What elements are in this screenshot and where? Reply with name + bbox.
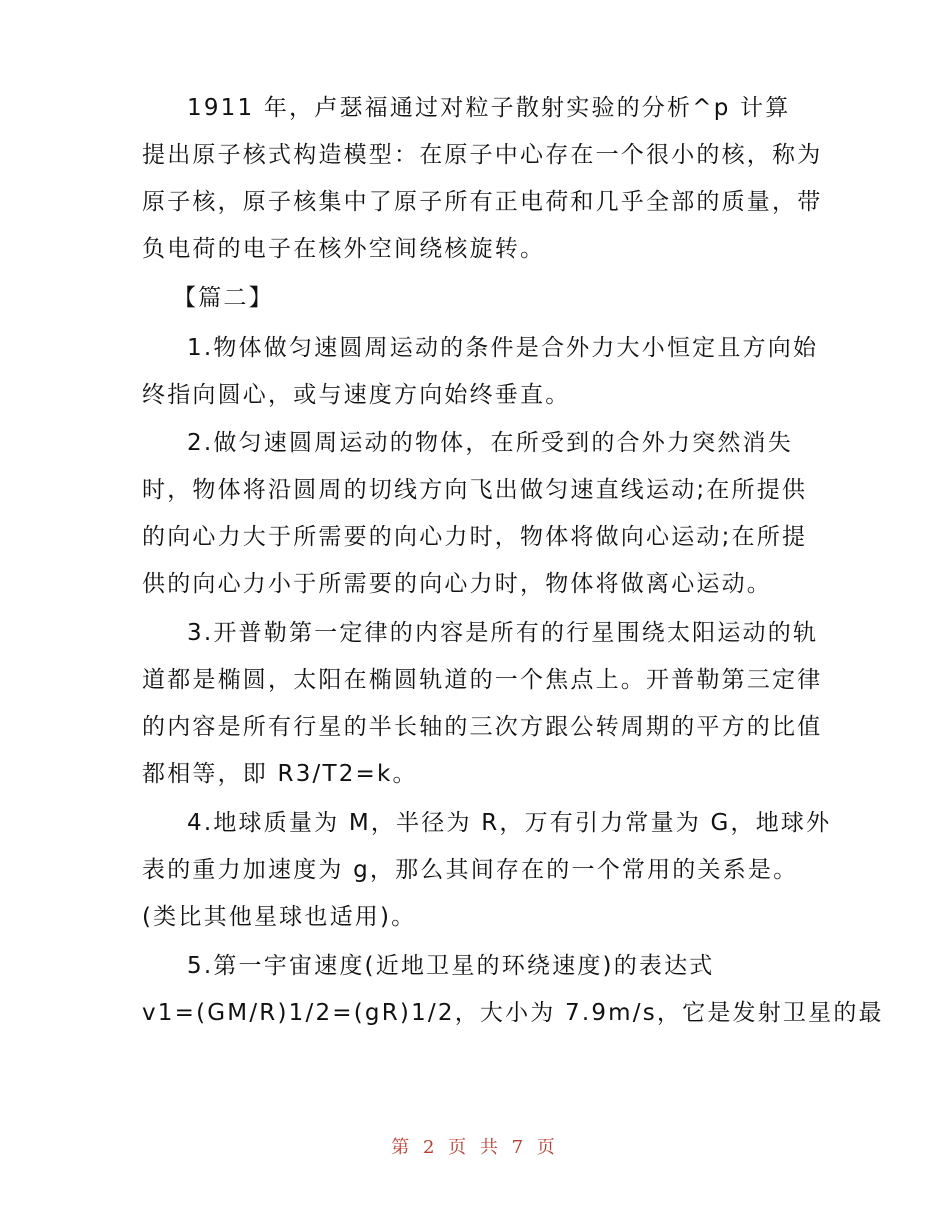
text-line: 时，物体将沿圆周的切线方向飞出做匀速直线运动;在所提供 [142, 477, 808, 503]
text-line: 终指向圆心，或与速度方向始终垂直。 [142, 382, 571, 408]
section-heading: 【篇二】 [173, 285, 274, 311]
text-line: v1=(GM/R)1/2=(gR)1/2，大小为 7.9m/s，它是发射卫星的最 [142, 1000, 884, 1026]
text-line: 的内容是所有行星的半长轴的三次方跟公转周期的平方的比值 [142, 714, 823, 740]
text-line: 4.地球质量为 M，半径为 R，万有引力常量为 G，地球外 [187, 810, 832, 836]
text-line: 的向心力大于所需要的向心力时，物体将做向心运动;在所提 [142, 524, 808, 550]
text-line: 5.第一宇宙速度(近地卫星的环绕速度)的表达式 [187, 953, 715, 979]
text-line: 负电荷的电子在核外空间绕核旋转。 [142, 236, 546, 262]
page-number-footer: 第 2 页 共 7 页 [391, 1137, 559, 1158]
text-line: (类比其他星球也适用)。 [142, 904, 417, 930]
text-line: 提出原子核式构造模型：在原子中心存在一个很小的核，称为 [142, 142, 823, 168]
text-line: 表的重力加速度为 g，那么其间存在的一个常用的关系是。 [142, 857, 799, 883]
text-line: 2.做匀速圆周运动的物体，在所受到的合外力突然消失 [187, 430, 793, 456]
text-line: 都相等，即 R3/T2=k。 [142, 761, 418, 787]
text-line: 1911 年，卢瑟福通过对粒子散射实验的分析^p 计算 [187, 95, 791, 121]
text-line: 1.物体做匀速圆周运动的条件是合外力大小恒定且方向始 [187, 335, 819, 361]
text-line: 道都是椭圆，太阳在椭圆轨道的一个焦点上。开普勒第三定律 [142, 667, 823, 693]
text-line: 原子核，原子核集中了原子所有正电荷和几乎全部的质量，带 [142, 189, 823, 215]
text-line: 3.开普勒第一定律的内容是所有的行星围绕太阳运动的轨 [187, 620, 819, 646]
text-line: 供的向心力小于所需要的向心力时，物体将做离心运动。 [142, 571, 772, 597]
